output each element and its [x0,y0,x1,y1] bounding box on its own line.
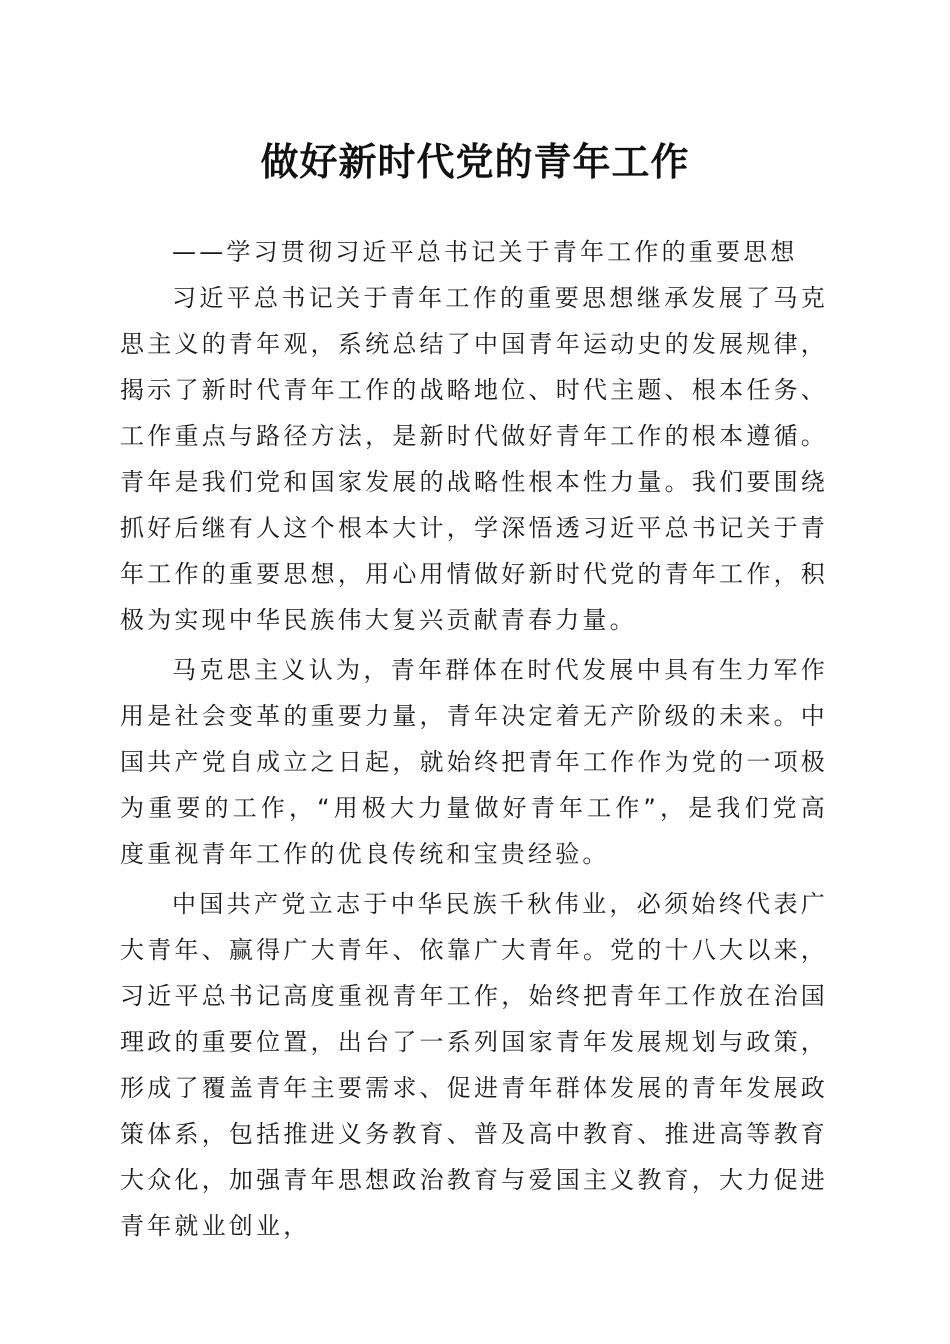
paragraph: 习近平总书记关于青年工作的重要思想继承发展了马克思主义的青年观，系统总结了中国青年运动史的发展规律，揭示了新时代青年工作的战略地位、时代主题、根本任务、工作重点与路径方法，是新时代做好青年工作的根本遵循。青年是我们党和国家发展的战略性根本性力量。我们要围绕抓好后继有人这个根本大计，学深悟透习近平总书记关于青年工作的重要思想，用心用情做好新时代党的青年工作，积极为实现中华民族伟大复兴贡献青春力量。 [120,284,828,634]
paragraph: 马克思主义认为，青年群体在时代发展中具有生力军作用是社会变革的重要力量，青年决定着无产阶级的未来。中国共产党自成立之日起，就始终把青年工作作为党的一项极为重要的工作，“用极大力量做好青年工作”，是我们党高度重视青年工作的优良传统和宝贵经验。 [120,656,828,868]
document-subtitle: ——学习贯彻习近平总书记关于青年工作的重要思想 [172,238,798,266]
document-title: 做好新时代党的青年工作 [260,139,690,184]
paragraph: 中国共产党立志于中华民族千秋伟业，必须始终代表广大青年、赢得广大青年、依靠广大青年。党的十八大以来，习近平总书记高度重视青年工作，始终把青年工作放在治国理政的重要位置，出台了一系列国家青年发展规划与政策，形成了覆盖青年主要需求、促进青年群体发展的青年发展政策体系，包括推进义务教育、普及高中教育、推进高等教育大众化，加强青年思想政治教育与爱国主义教育，大力促进青年就业创业， [120,890,828,1240]
document-body [120,229,828,1249]
